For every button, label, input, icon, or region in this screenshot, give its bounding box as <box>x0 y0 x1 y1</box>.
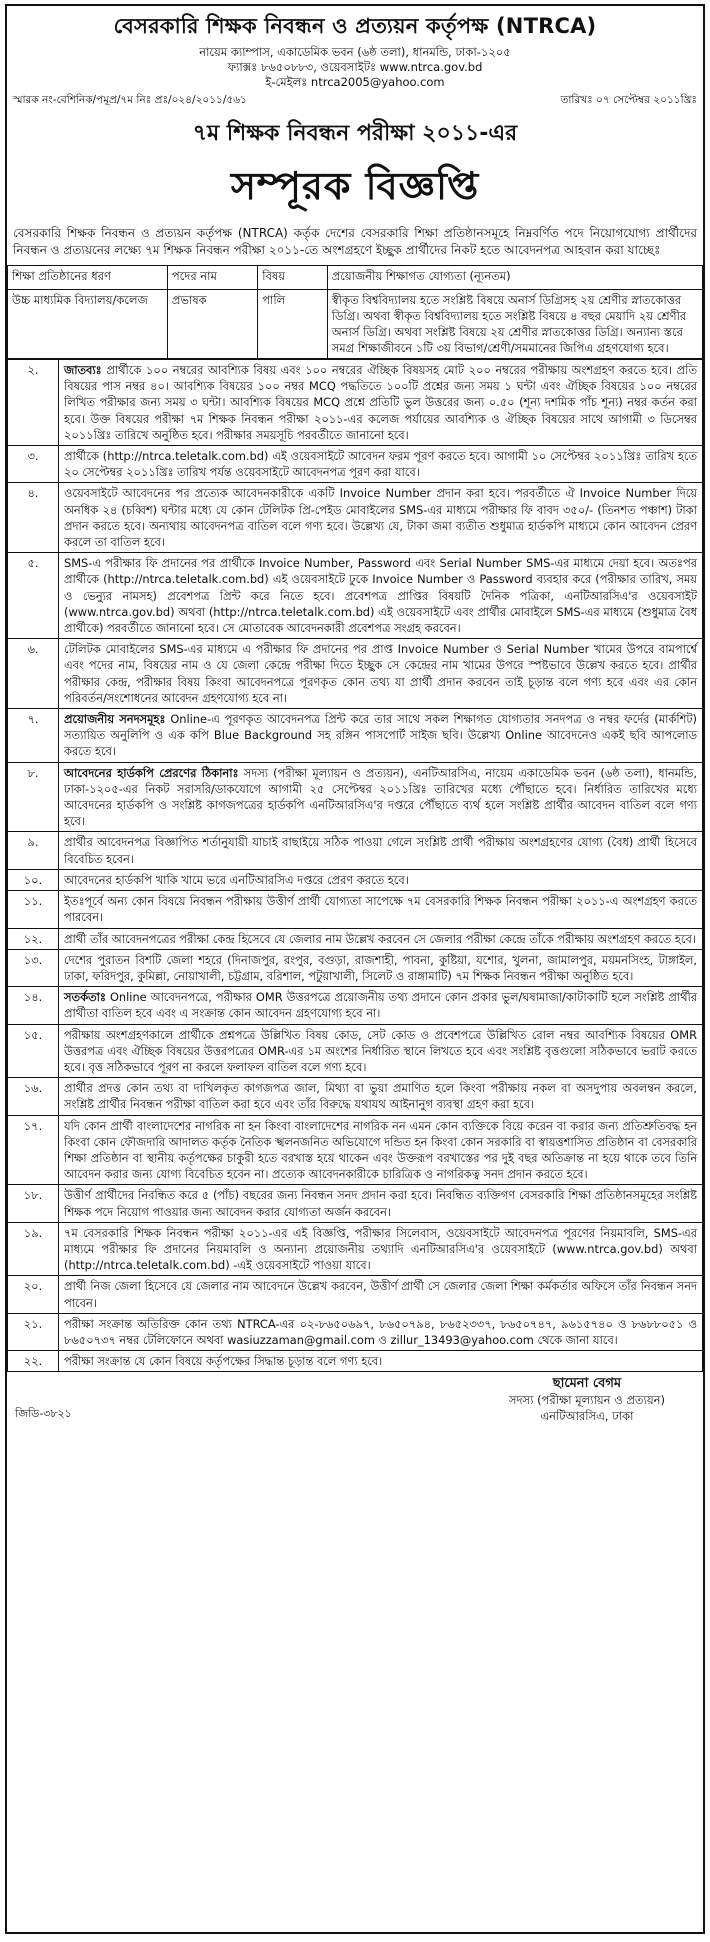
list-item <box>8 987 703 1024</box>
item-text-cell <box>59 1313 703 1350</box>
signatory-office: এনটিআরসিএ, ঢাকা <box>540 1409 634 1424</box>
item-lead: জাতব্যঃ <box>64 363 102 377</box>
item-text: পরীক্ষা সংক্রান্ত অতিরিক্ত কোন তথ্য NTRCA-এর ০২-৮৬৫০৬৯৭, ৮৬৫০৭৯৪, ৮৬৫২৩৩৭, ৮৬৫০৭৪৭, ৯৬১৫৭৪০ ও ৮৬৮৮০৫১ ও ৮৬৫০৭৩৭ নম্বর টেলিফোনে অথবা wasiuzzaman@gmail.com ও zillur_13493@yahoo.com থেকে জানা যাবে। <box>64 1316 697 1347</box>
item-number: ১২. <box>8 928 59 949</box>
item-number: ১৭. <box>8 1115 59 1185</box>
item-text: ৭ম বেসরকারি শিক্ষক নিবন্ধন পরীক্ষা ২০১১-এর এই বিজ্ঞপ্তি, পরীক্ষার সিলেবাস, ওয়েবসাইটে আবেদনপত্র পূরণের নিয়মাবলি, SMS-এর মাধ্যমে পরীক্ষার ফি প্রদানের নিয়মাবলি ও অন্যান্য প্রয়োজনীয় তথ্যাদি এনটিআরসিএ'র ওয়েবসাইটে (www.ntrca.gov.bd) অথবা (http://ntrca.teletalk.com.bd) -এই ওয়েবসাইটে পাওয়া যাবে। <box>64 1225 697 1273</box>
item-lead: সতর্কতাঃ <box>64 990 106 1005</box>
list-item <box>8 709 703 763</box>
item-text-cell <box>59 360 703 446</box>
item-text: প্রার্থীকে ১০০ নম্বরের আবশ্যিক বিষয় এবং ১০০ নম্বরের ঐচ্ছিক বিষয়সহ মোট ২০০ নম্বরের পরীক্ষায় অংশগ্রহণ করতে হবে। প্রতি বিষয়ের পাস নম্বর ৪০। আবশ্যিক বিষয়ের ১০০ নম্বর MCQ পদ্ধতিতে ১০০টি প্রশ্নের জন্য সময় ১ ঘন্টা এবং ঐচ্ছিক বিষয়ের ১০০ নম্বরের লিখিত পরীক্ষার জন্য সময় ৩ ঘন্টা। আবশ্যিক বিষয়ের MCQ প্রশ্নে প্রতিটি ভুল উত্তরের জন্য ০.৫০ (শূন্য দশমিক পাঁচ শূন্য) নম্বর কর্তন করা হবে। উক্ত বিষয়ের পরীক্ষা ৭ম শিক্ষক নিবন্ধন পরীক্ষা ২০১১-এর কলেজ পর্যায়ের আবশ্যিক ও ঐচ্ছিক বিষয়ের সাথে আগামী ৩ ডিসেম্বর ২০১১খ্রিঃ তারিখে অনুষ্ঠিত হবে। পরীক্ষার সময়সূচি পরবর্তীতে জানানো হবে। <box>64 363 697 442</box>
list-item <box>8 639 703 709</box>
item-text: ওয়েবসাইটে আবেদনের পর প্রত্যেক আবেদনকারীকে একটি Invoice Number প্রদান করা হবে। পরবর্তীতে ঐ Invoice Number দিয়ে অনধিক ২৪ (চব্বিশ) ঘন্টার মধ্যে যে কোন টেলিটক প্রি-পেইড মোবাইলের SMS-এর মাধ্যমে পরীক্ষার ফি বাবদ ৩৫০/- (তিনশত পঞ্চাশ) টাকা প্রদান করতে হবে। অন্যথায় আবেদনপত্র বাতিল বলে গণ্য হবে। উল্লেখ্য যে, টাকা জমা ব্যতীত শুধুমাত্র হার্ডকপি মাধ্যমে কোন আবেদন প্রেরণ করলে তা বাতিল হবে। <box>64 486 697 550</box>
list-item <box>8 869 703 890</box>
item-text: যদি কোন প্রার্থী বাংলাদেশের নাগরিক না হন কিংবা বাংলাদেশের নাগরিক নন এমন কোন ব্যক্তিকে বিয়ে করেন বা করার জন্য প্রতিশ্রুতিবদ্ধ হন কিংবা কোন ফৌজদারি আদালত কর্তৃক নৈতিক স্খলনজনিত অভিযোগে দন্ডিত হন কিংবা কোন সরকারি বা স্বায়ত্তশাসিত প্রতিষ্ঠান বা বেসরকারি শিক্ষা প্রতিষ্ঠান বা স্থানীয় কর্তৃপক্ষের চাকুরী হতে বরখাস্ত হয়ে থাকেন এবং উক্তরূপ বরখাস্তের পর দুই বছর অতিক্রান্ত না হয়ে থাকে তবে তিনি আবেদন করার জন্য যোগ্য বিবেচিত হবেন না। প্রত্যেক আবেদনকারীকে চারিত্রিক ও নাগরিকত্ব সনদ প্রদান করতে হবে। <box>64 1118 697 1182</box>
table-row <box>8 290 703 359</box>
item-number: ৪. <box>8 483 59 553</box>
footer <box>7 1372 703 1424</box>
item-number: ২০. <box>8 1276 59 1313</box>
item-number: ৯. <box>8 832 59 869</box>
cell-subject: পালি <box>258 290 328 359</box>
list-item <box>8 891 703 928</box>
item-text-cell <box>59 553 703 639</box>
item-number: ১৩. <box>8 949 59 986</box>
item-text: পরীক্ষা সংক্রান্ত যে কোন বিষয়ে কর্তৃপক্ষের সিদ্ধান্ত চূড়ান্ত বলে গণ্য হবে। <box>64 1354 383 1369</box>
item-number: ১৬. <box>8 1078 59 1115</box>
item-number: ১১. <box>8 891 59 928</box>
post-requirements-table <box>7 265 703 359</box>
item-lead: প্রয়োজনীয় সনদসমূহঃ <box>64 712 166 727</box>
item-number: ১৪. <box>8 987 59 1024</box>
cell-post-name: প্রভাষক <box>167 290 257 359</box>
signatory-title: সদস্য (পরীক্ষা মূল্যায়ন ও প্রত্যয়ন) <box>508 1393 665 1408</box>
letterhead <box>7 10 703 90</box>
header-institution-type: শিক্ষা প্রতিষ্ঠানের ধরণ <box>8 266 168 290</box>
item-number: ২২. <box>8 1351 59 1372</box>
item-text: প্রার্থী নিজ জেলা হিসেবে যে জেলার নাম আবেদনে উল্লেখ করবেন, উত্তীর্ণ প্রার্থী সে জেলার জেলা শিক্ষা কর্মকর্তার অফিসে তাঁর নিবন্ধন সনদ পাবেন। <box>64 1279 697 1310</box>
item-number: ৮. <box>8 762 59 832</box>
cell-qualification: স্বীকৃত বিশ্ববিদ্যালয় হতে সংশ্লিষ্ট বিষয়ে অনার্স ডিগ্রিসহ ২য় শ্রেণীর স্নাতকোত্তর ডিগ্রি। অথবা স্বীকৃত বিশ্ববিদ্যালয় হতে সংশ্লিষ্ট বিষয়ে ৪ বছর মেয়াদি ২য় শ্রেণীর অনার্স ডিগ্রি। অথবা সংশ্লিষ্ট বিষয়ে ২য় শ্রেণীর স্নাতকোত্তর ডিগ্রি। অন্যান্য স্তরে সমগ্র শিক্ষাজীবনে ১টি ৩য় বিভাগ/শ্রেণী/সমমানের জিপিএ গ্রহণযোগ্য হবে। <box>327 290 702 359</box>
item-number: ৫. <box>8 553 59 639</box>
organization-name: বেসরকারি শিক্ষক নিবন্ধন ও প্রত্যয়ন কর্তৃপক্ষ (NTRCA) <box>113 14 597 38</box>
item-text: টেলিটক মোবাইলের SMS-এর মাধ্যমে এ পরীক্ষার ফি প্রদানের পর প্রাপ্ত Invoice Number ও Serial Number খামের উপরে বামপার্শ্বে এবং পদের নাম, বিষয়ের নাম ও যে জেলা কেন্দ্রে পরীক্ষা দিতে ইচ্ছুক সে কেন্দ্রের নাম খামের উপরে স্পষ্টভাবে উল্লেখ করতে হবে। প্রার্থীর পরীক্ষার কেন্দ্র, পরীক্ষার বিষয় কিংবা আবেদনপত্রে পূরণকৃত কোন তথ্য যা প্রার্থী প্রদান করবেন তাই চূড়ান্ত বলে গণ্য হবে এবং এর কোন পরিবর্তন/সংশোধনের আবেদন গ্রহণযোগ্য হবে না। <box>64 642 697 705</box>
list-item <box>8 1351 703 1372</box>
item-number: ৭. <box>8 709 59 763</box>
item-text-cell <box>59 949 703 986</box>
item-text: Online আবেদনপত্রে, পরীক্ষার OMR উত্তরপত্রে প্রয়োজনীয় তথ্য প্রদানে কোন প্রকার ভুল/ঘষামাজা/কাটাকাটি হলে সংশ্লিষ্ট প্রার্থীর প্রার্থীতা বাতিল হবে এবং এ সংক্রান্ত কোন আবেদন গ্রহণযোগ্য হবে না। <box>64 990 698 1021</box>
item-number: ২. <box>8 360 59 446</box>
item-text-cell <box>59 869 703 890</box>
item-text-cell <box>59 832 703 869</box>
item-number: ১৮. <box>8 1185 59 1222</box>
list-item <box>8 446 703 483</box>
list-item <box>8 1078 703 1115</box>
notice-title: সম্পূরক বিজ্ঞপ্তি <box>230 164 480 208</box>
conditions-list <box>7 359 703 1372</box>
list-item <box>8 1222 703 1276</box>
item-text-cell <box>59 483 703 553</box>
memo-row <box>7 90 703 110</box>
item-text: প্রার্থীর আবেদনপত্র বিজ্ঞাপিত শর্তানুযায়ী যাচাই বাছাইয়ে সঠিক পাওয়া গেলে সংশ্লিষ্ট প্রার্থী পরীক্ষায় অংশগ্রহণের যোগ্য (বৈধ) প্রার্থী হিসেবে বিবেচিত হবেন। <box>64 835 697 866</box>
footer-code: জিডি-৩৮২১ <box>15 1407 72 1421</box>
header-post-name: পদের নাম <box>167 266 257 290</box>
item-number: ৩. <box>8 446 59 483</box>
list-item <box>8 832 703 869</box>
notice-page <box>5 4 705 1934</box>
item-number: ২১. <box>8 1313 59 1350</box>
list-item <box>8 762 703 832</box>
item-text: প্রার্থী তাঁর আবেদনপত্রের পরীক্ষা কেন্দ্র হিসেবে যে জেলার নাম উল্লেখ করবেন সে জেলার পরীক্ষা কেন্দ্রে তাঁকে পরীক্ষায় অংশগ্রহণ করতে হবে। <box>64 931 696 946</box>
item-text: সদস্য (পরীক্ষা মূল্যায়ন ও প্রত্যয়ন), এনটিআরসিএ, নায়েম একাডেমিক ভবন (৬ষ্ঠ তলা), ধানমন্ডি, ঢাকা-১২০৫-এর নিকট সরাসরি/ডাকযোগে আগামী ২৫ সেপ্টেম্বর ২০১১খ্রিঃ তারিখের মধ্যে পৌঁছাতে হবে। নির্ধারিত তারিখের মধ্যে আবেদনের হার্ডকপি ও সংশ্লিষ্ট কাগজপত্রের হার্ডকপি এনটিআরসিএ'র দপ্তরে পৌঁছাতে ব্যর্থ হলে সংশ্লিষ্ট প্রার্থীর আবেদন বাতিল বলে গণ্য হবে। <box>64 765 697 829</box>
item-text-cell <box>59 762 703 832</box>
organization-address: নায়েম ক্যাম্পাস, একাডেমিক ভবন (৬ষ্ঠ তলা), ধানমন্ডি, ঢাকা-১২০৫ <box>199 45 511 59</box>
intro-paragraph: বেসরকারি শিক্ষক নিবন্ধন ও প্রত্যয়ন কর্তৃপক্ষ (NTRCA) কর্তৃক দেশের বেসরকারি শিক্ষা প্রতিষ্ঠানসমূহে নিম্নবর্ণিত পদে নিয়োগযোগ্য প্রার্থীদের নিবন্ধন ও প্রত্যয়নের লক্ষ্যে ৭ম শিক্ষক নিবন্ধন পরীক্ষা ২০১১-তে অংশগ্রহণে ইচ্ছুক প্রার্থীদের নিকট হতে আবেদনপত্র আহবান করা যাচ্ছেঃ <box>13 226 697 257</box>
item-number: ৬. <box>8 639 59 709</box>
memo-date: তারিখঃ ০৭ সেপ্টেম্বর ২০১১খ্রিঃ <box>560 94 697 106</box>
item-text: Online-এ পূরণকৃত আবেদনপত্র প্রিন্ট করে তার সাথে সকল শিক্ষাগত যোগ্যতার সনদপত্র ও নম্বর ফর্দের (মার্কশিট) সত্যায়িত অনুলিপি ও এক কপি Blue Background সহ রঙ্গিন পাসপোর্ট সাইজ ছবি। উল্লেখ্য Online আবেদনেও একই ছবি আপলোড করতে হবে। <box>64 712 697 759</box>
email-line: ই-মেইলঃ ntrca2005@yahoo.com <box>265 75 445 89</box>
item-text-cell <box>59 1185 703 1222</box>
item-text: আবেদনের হার্ডকপি খাকি খামে ভরে এনটিআরসিএ দপ্তরে প্রেরণ করতে হবে। <box>64 872 409 887</box>
list-item <box>8 1115 703 1185</box>
item-text-cell <box>59 1351 703 1372</box>
cell-institution-type: উচ্চ মাধ্যমিক বিদ্যালয়/কলেজ <box>8 290 168 359</box>
item-text-cell <box>59 446 703 483</box>
item-number: ১৫. <box>8 1024 59 1078</box>
item-text-cell <box>59 1222 703 1276</box>
item-text-cell <box>59 709 703 763</box>
list-item <box>8 1185 703 1222</box>
list-item <box>8 553 703 639</box>
memo-number: স্মারক নং-বেশিনিক/পমূপ্র/৭ম নিঃ প্রঃ/০২৪/২০১১/৫৬১ <box>13 94 247 106</box>
item-number: ১০. <box>8 869 59 890</box>
list-item <box>8 1313 703 1350</box>
item-text: প্রার্থীর প্রদত্ত কোন তথ্য বা দাখিলকৃত কাগজপত্র জাল, মিথ্যা বা ভুয়া প্রমাণিত হলে কিংবা পরীক্ষায় নকল বা অসদুপায় অবলম্বন করলে, সংশ্লিষ্ট প্রার্থীর নিবন্ধন পরীক্ষা বাতিল করা হবে এবং তাঁর বিরুদ্ধে যথাযথ আইনানুগ ব্যবস্থা গ্রহণ করা হবে। <box>64 1081 697 1112</box>
item-text-cell <box>59 987 703 1024</box>
item-number: ১৯. <box>8 1222 59 1276</box>
item-text-cell <box>59 1115 703 1185</box>
table-header-row <box>8 266 703 290</box>
signatory-name: ছামেনা বেগম <box>552 1376 622 1392</box>
item-text-cell <box>59 928 703 949</box>
header-qualification: প্রয়োজনীয় শিক্ষাগত যোগ্যতা (ন্যূনতম) <box>327 266 702 290</box>
item-text-cell <box>59 891 703 928</box>
list-item <box>8 1024 703 1078</box>
exam-title: ৭ম শিক্ষক নিবন্ধন পরীক্ষা ২০১১-এর <box>192 121 518 146</box>
item-text: প্রার্থীকে (http://ntrca.teletalk.com.bd) এই ওয়েবসাইটে আবেদন ফরম পূরণ করতে হবে। আগামী ১০ সেপ্টেম্বর ২০১১খ্রিঃ তারিখ হতে ২০ সেপ্টেম্বর ২০১১খ্রিঃ তারিখ পর্যন্ত ওয়েবসাইটে আবেদনপত্র পূরণ করা যাবে। <box>64 449 697 480</box>
signature-block <box>509 1376 695 1424</box>
header-subject: বিষয় <box>258 266 328 290</box>
list-item <box>8 1276 703 1313</box>
list-item <box>8 949 703 986</box>
item-text: SMS-এ পরীক্ষার ফি প্রদানের পর প্রার্থীকে Invoice Number, Password এবং Serial Number SMS-এর মাধ্যমে দেয়া হবে। অতঃপর প্রার্থীকে (http://ntrca.teletalk.com.bd) এই ওয়েবসাইটে ঢুকে Invoice Number ও Password ব্যবহার করে (পরীক্ষার তারিখ, সময় ও ভেন্যুর নামসহ) প্রবেশপত্র প্রিন্ট করে নিতে হবে। প্রবেশপত্র প্রাপ্তির বিষয়টি দৈনিক পত্রিকা, এনটিআরসিএ'র ওয়েবসাইট (www.ntrca.gov.bd) অথবা (http://ntrca.teletalk.com.bd) এই ওয়েবসাইটে এবং প্রার্থীর মোবাইলে SMS-এর মাধ্যমে (শুধুমাত্র বৈধ প্রার্থীকে) পরবর্তীতে জানানো হবে। সে মোতাবেক আবেদনকারী প্রবেশপত্র সংগ্রহ করবেন। <box>64 556 697 636</box>
item-text: দেশের পুরাতন বিশটি জেলা শহরে (দিনাজপুর, রংপুর, বগুড়া, রাজশাহী, পাবনা, কুষ্টিয়া, যশোর, খুলনা, জামালপুর, ময়মনসিংহ, টাঙ্গাইল, ঢাকা, ফরিদপুর, কুমিল্লা, নোয়াখালী, চট্টগ্রাম, বরিশাল, পটুয়াখালী, সিলেট ও রাঙ্গামাটি) ৭ম শিক্ষক নিবন্ধন পরীক্ষা অনুষ্ঠিত হবে। <box>64 952 697 983</box>
list-item <box>8 483 703 553</box>
item-text: উত্তীর্ণ প্রার্থীদের নিবন্ধিত করে ৫ (পাঁচ) বছরের জন্য নিবন্ধন সনদ প্রদান করা হবে। নিবন্ধিত ব্যক্তিগণ বেসরকারি শিক্ষা প্রতিষ্ঠানসমূহের সংশ্লিষ্ট শিক্ষক পদে নিয়োগ পাওয়ার জন্য আবেদন করার যোগ্যতা অর্জন করবেন। <box>64 1188 697 1219</box>
list-item <box>8 360 703 446</box>
fax-website: ফ্যাক্সঃ ৮৬৫০৮৮৩, ওয়েবসাইটঃ www.ntrca.gov.bd <box>227 60 483 74</box>
item-text: পরীক্ষায় অংশগ্রহণকালে প্রার্থীকে প্রশ্নপত্রে উল্লিখিত বিষয় কোড, সেট কোড ও প্রবেশপত্রে উল্লিখিত রোল নম্বর আবশ্যিক বিষয়ের OMR উত্তরপত্র এবং ঐচ্ছিক বিষয়ের উত্তরপত্রের OMR-এর ১ম অংশের নির্ধারিত স্থানে লিখতে হবে এবং সংশ্লিষ্ট বৃত্তগুলো সঠিকভাবে ভরাট করতে হবে। বৃত্ত সঠিকভাবে পূরণ না করলে ফলাফল বাতিল বলে গণ্য হবে। <box>64 1027 697 1074</box>
item-text-cell <box>59 1276 703 1313</box>
item-text-cell <box>59 1078 703 1115</box>
item-text-cell <box>59 1024 703 1078</box>
item-lead: আবেদনের হার্ডকপি প্রেরণের ঠিকানাঃ <box>64 765 239 780</box>
list-item <box>8 928 703 949</box>
item-text-cell <box>59 639 703 709</box>
item-text: ইতঃপূর্বে অন্য কোন বিষয়ে নিবন্ধন পরীক্ষায় উত্তীর্ণ প্রার্থী যোগ্যতা সাপেক্ষে ৭ম বেসরকারি শিক্ষক নিবন্ধন পরীক্ষা ২০১১-এ অংশগ্রহণ করতে পারবেন। <box>64 894 697 925</box>
